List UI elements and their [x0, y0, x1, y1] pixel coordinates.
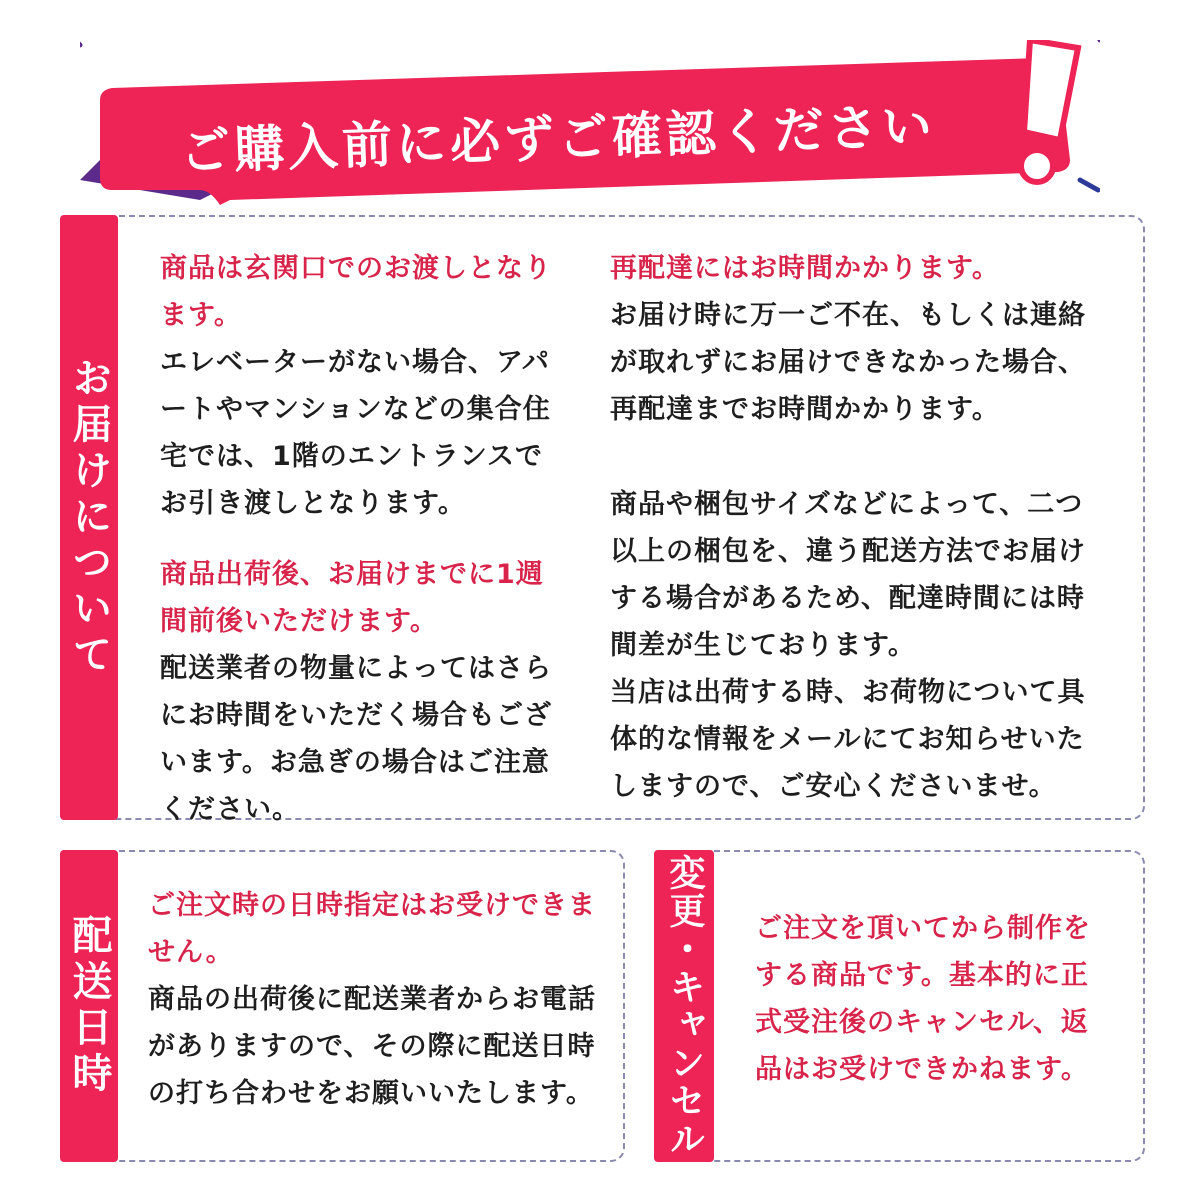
delivery-date-column: [148, 882, 603, 1117]
notice-shipping-body: 配送業者の物量によってはさらにお時間をいただく場合もございます。お急ぎの場合はご注意ください。: [160, 653, 552, 825]
delivery-date-tab-label: 配送日時: [66, 914, 112, 1098]
notice-redelivery-heading: 再配達にはお時間かかります。: [610, 253, 1000, 284]
cancel-tab-label: 変更・キャンセル: [664, 854, 705, 1158]
delivery-left-column: [160, 245, 570, 833]
delivery-right-column: [610, 245, 1110, 810]
notice-email-body: 当店は出荷する時、お荷物について具体的な情報をメールにてお知らせいたしますので、ご安心くださいませ。: [610, 677, 1086, 802]
notice-shipping-heading: 商品出荷後、お届けまでに1週間前後いただけます。: [160, 559, 544, 637]
banner-title: ご購入前に必ずご確認ください: [179, 96, 937, 181]
notice-doorstep-body: エレベーターがない場合、アパートやマンションなどの集合住宅では、1階のエントランスでお引き渡しとなります。: [160, 347, 551, 519]
notice-doorstep-heading: 商品は玄関口でのお渡しとなります。: [160, 253, 552, 331]
notice-packaging-body: 商品や梱包サイズなどによって、二つ以上の梱包を、違う配送方法でお届けする場合があるため、配達時間には時間差が生じております。: [610, 489, 1086, 661]
cancel-tab: [654, 850, 714, 1162]
notice-redelivery-body: お届け時に万一ご不在、もしくは連絡が取れずにお届けできなかった場合、再配達までお時間かかります。: [610, 300, 1086, 425]
notice-date-body: 商品の出荷後に配送業者からお電話がありますので、その際に配送日時の打ち合わせをお願いいたします。: [148, 984, 596, 1109]
cancel-column: [755, 905, 1115, 1093]
delivery-tab: [60, 215, 118, 820]
notice-cancel-body: ご注文を頂いてから制作をする商品です。基本的に正式受注後のキャンセル、返品はお受けできかねます。: [755, 913, 1091, 1085]
delivery-tab-label: お届けについて: [66, 356, 112, 679]
notice-date-heading: ご注文時の日時指定はお受けできません。: [148, 890, 596, 968]
notice-banner: [80, 40, 1100, 210]
delivery-date-tab: [60, 850, 118, 1162]
